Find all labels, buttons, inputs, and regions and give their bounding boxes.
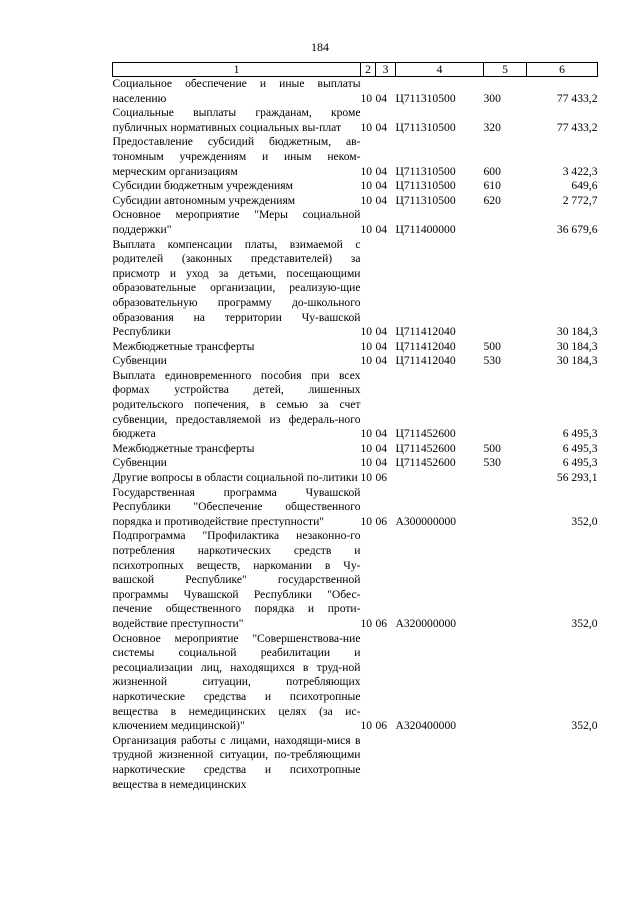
row-name: Межбюджетные трансферты bbox=[112, 441, 255, 455]
row-section: 10 bbox=[360, 514, 373, 528]
row-amount bbox=[527, 734, 598, 792]
row-subsection bbox=[376, 734, 396, 792]
header-col-5: 5 bbox=[484, 63, 527, 77]
table-header-row bbox=[113, 63, 598, 77]
row-section: 10 bbox=[360, 339, 373, 353]
row-target-article: Ц711412040 bbox=[395, 354, 456, 368]
row-section: 10 bbox=[360, 91, 373, 105]
row-subsection: 06 bbox=[375, 471, 388, 485]
row-expense-type: 300 bbox=[483, 91, 501, 105]
row-expense-type: 620 bbox=[483, 193, 501, 207]
table-row bbox=[113, 179, 598, 194]
row-target-article: Ц711412040 bbox=[395, 325, 456, 339]
row-subsection: 04 bbox=[375, 325, 388, 339]
row-expense-type bbox=[484, 208, 527, 237]
row-name: Подпрограмма "Профилактика незаконно-го потребления наркотических средств и психотропных веществ, наркомании в Чу-вашской Республике" государственной программы Чувашской Республики "Обес-печение общественного порядка и проти-водействие преступности" bbox=[112, 529, 361, 630]
table-row bbox=[113, 340, 598, 355]
page-number: 184 bbox=[311, 40, 329, 54]
row-subsection: 04 bbox=[375, 120, 388, 134]
row-subsection: 04 bbox=[375, 222, 388, 236]
row-expense-type: 610 bbox=[483, 179, 501, 193]
row-expense-type: 320 bbox=[483, 120, 501, 134]
row-target-article: Ц711310500 bbox=[395, 179, 456, 193]
row-amount: 56 293,1 bbox=[556, 471, 598, 485]
row-amount: 352,0 bbox=[571, 719, 598, 733]
row-subsection: 04 bbox=[375, 441, 388, 455]
table-row bbox=[113, 442, 598, 457]
row-target-article: А320000000 bbox=[395, 616, 457, 630]
row-amount: 77 433,2 bbox=[556, 91, 598, 105]
row-section: 10 bbox=[360, 719, 373, 733]
row-subsection: 04 bbox=[375, 354, 388, 368]
row-name: Межбюджетные трансферты bbox=[112, 339, 255, 353]
row-section: 10 bbox=[360, 427, 373, 441]
row-amount: 6 495,3 bbox=[562, 427, 598, 441]
row-section: 10 bbox=[360, 471, 373, 485]
row-target-article: Ц711412040 bbox=[395, 339, 456, 353]
table-row bbox=[113, 369, 598, 442]
row-name: Социальное обеспечение и иные выплаты населению bbox=[112, 77, 361, 105]
table-row bbox=[113, 194, 598, 209]
table-row bbox=[113, 208, 598, 237]
budget-table bbox=[112, 62, 598, 792]
header-col-6: 6 bbox=[527, 63, 598, 77]
row-name: Основное мероприятие "Совершенствова-ние системы социальной реабилитации и ресоциализации лиц, находящихся в труд-ной жизненной ситуации, потребляющих наркотические средства и психотропные вещества в немедицинских целях (за ис-ключением медицинской)" bbox=[112, 631, 361, 733]
row-name: Субвенции bbox=[112, 456, 167, 470]
table-row bbox=[113, 529, 598, 631]
row-expense-type bbox=[484, 238, 527, 340]
row-name: Субсидии бюджетным учреждениям bbox=[112, 179, 293, 193]
row-amount: 6 495,3 bbox=[562, 456, 598, 470]
row-amount: 649,6 bbox=[571, 179, 598, 193]
row-expense-type bbox=[484, 734, 527, 792]
row-target-article bbox=[396, 471, 484, 486]
header-col-3: 3 bbox=[376, 63, 396, 77]
row-expense-type bbox=[484, 529, 527, 631]
row-subsection: 04 bbox=[375, 164, 388, 178]
row-section: 10 bbox=[360, 164, 373, 178]
row-name: Выплата единовременного пособия при всех формах устройства детей, лишенных родительского попечения, в семью за счет субвенции, предоставляемой из федераль-ного бюджета bbox=[112, 368, 361, 441]
row-target-article: Ц711400000 bbox=[395, 222, 456, 236]
header-col-1: 1 bbox=[113, 63, 361, 77]
row-target-article: А320400000 bbox=[395, 719, 457, 733]
row-amount: 6 495,3 bbox=[562, 441, 598, 455]
row-target-article: Ц711452600 bbox=[395, 456, 456, 470]
row-subsection: 04 bbox=[375, 193, 388, 207]
row-target-article: А300000000 bbox=[395, 514, 457, 528]
row-target-article: Ц711452600 bbox=[395, 427, 456, 441]
row-subsection: 06 bbox=[375, 616, 388, 630]
row-amount: 3 422,3 bbox=[562, 164, 598, 178]
table-row bbox=[113, 734, 598, 792]
table-row bbox=[113, 471, 598, 486]
row-name: Организация работы с лицами, находящи-мися в трудной жизненной ситуации, по-требляющими наркотические средства и психотропные вещества в немедицинских bbox=[112, 733, 361, 791]
row-subsection: 04 bbox=[375, 179, 388, 193]
row-subsection: 06 bbox=[375, 514, 388, 528]
row-section: 10 bbox=[360, 441, 373, 455]
row-expense-type bbox=[484, 471, 527, 486]
header-col-4: 4 bbox=[396, 63, 484, 77]
header-col-2: 2 bbox=[361, 63, 376, 77]
table-row bbox=[113, 354, 598, 369]
row-section: 10 bbox=[360, 222, 373, 236]
row-amount: 36 679,6 bbox=[556, 222, 598, 236]
row-amount: 30 184,3 bbox=[556, 339, 598, 353]
row-amount: 2 772,7 bbox=[562, 193, 598, 207]
table-row bbox=[113, 632, 598, 734]
table-row bbox=[113, 106, 598, 135]
row-expense-type bbox=[484, 369, 527, 442]
row-amount: 30 184,3 bbox=[556, 354, 598, 368]
row-name: Другие вопросы в области социальной по-литики bbox=[112, 471, 358, 485]
row-amount: 30 184,3 bbox=[556, 325, 598, 339]
row-name: Выплата компенсации платы, взимаемой с родителей (законных представителей) за присмотр и уход за детьми, посещающими образовательные организации, реализую-щие образовательную программу до-школьного образования на территории Чу-вашской Республики bbox=[112, 237, 361, 339]
row-expense-type: 600 bbox=[483, 164, 501, 178]
row-target-article: Ц711310500 bbox=[395, 120, 456, 134]
row-name: Субсидии автономным учреждениям bbox=[112, 193, 296, 207]
table-row bbox=[113, 77, 598, 107]
table-row bbox=[113, 456, 598, 471]
row-subsection: 04 bbox=[375, 456, 388, 470]
row-subsection: 04 bbox=[375, 339, 388, 353]
row-subsection: 04 bbox=[375, 91, 388, 105]
table-row bbox=[113, 486, 598, 530]
row-target-article: Ц711310500 bbox=[395, 91, 456, 105]
row-expense-type: 530 bbox=[483, 456, 501, 470]
row-amount: 352,0 bbox=[571, 616, 598, 630]
row-name: Предоставление субсидий бюджетным, ав-тономным учреждениям и иным неком-мерческим организациям bbox=[112, 135, 361, 178]
row-target-article: Ц711452600 bbox=[395, 441, 456, 455]
row-target-article: Ц711310500 bbox=[395, 164, 456, 178]
row-name: Государственная программа Чувашской Республики "Обеспечение общественного порядка и противодействие преступности" bbox=[112, 485, 361, 528]
row-amount: 77 433,2 bbox=[556, 120, 598, 134]
row-name: Субвенции bbox=[112, 354, 167, 368]
row-expense-type bbox=[484, 486, 527, 530]
table-row bbox=[113, 238, 598, 340]
row-name: Социальные выплаты гражданам, кроме публичных нормативных социальных вы-плат bbox=[112, 106, 361, 134]
row-amount: 352,0 bbox=[571, 514, 598, 528]
row-expense-type bbox=[484, 632, 527, 734]
table-row bbox=[113, 135, 598, 179]
row-name: Основное мероприятие "Меры социальной поддержки" bbox=[112, 208, 361, 236]
row-target-article bbox=[396, 734, 484, 792]
row-section: 10 bbox=[360, 179, 373, 193]
row-section bbox=[361, 734, 376, 792]
row-subsection: 06 bbox=[375, 719, 388, 733]
row-expense-type: 500 bbox=[483, 441, 501, 455]
row-section: 10 bbox=[360, 616, 373, 630]
row-subsection: 04 bbox=[375, 427, 388, 441]
row-section: 10 bbox=[360, 354, 373, 368]
row-target-article: Ц711310500 bbox=[395, 193, 456, 207]
table-body bbox=[113, 77, 598, 793]
row-section: 10 bbox=[360, 325, 373, 339]
row-section: 10 bbox=[360, 120, 373, 134]
row-section: 10 bbox=[360, 456, 373, 470]
row-expense-type: 500 bbox=[483, 339, 501, 353]
row-expense-type: 530 bbox=[483, 354, 501, 368]
row-section: 10 bbox=[360, 193, 373, 207]
